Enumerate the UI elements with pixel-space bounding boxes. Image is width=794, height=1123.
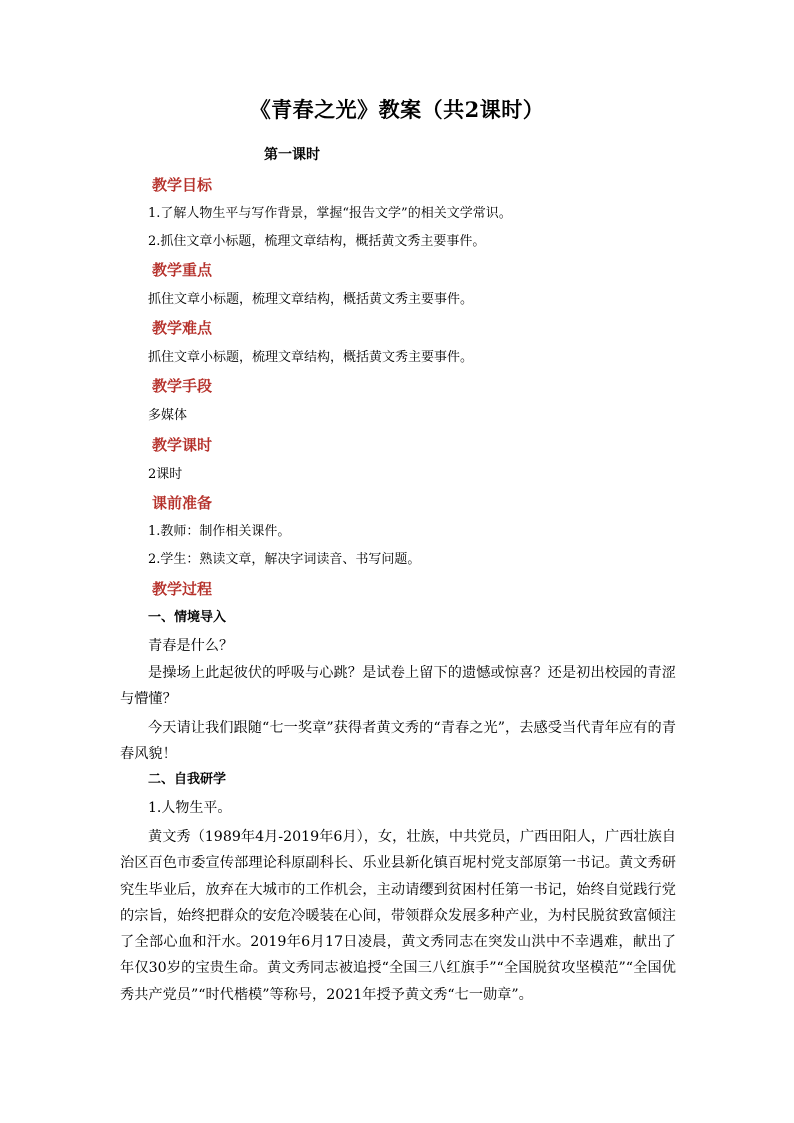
step1-title: 一、情境导入 — [148, 610, 227, 625]
prep-item-2: 2.学生：熟读文章，解决字词读音、书写问题。 — [148, 552, 421, 567]
step1-question: 青春是什么？ — [148, 638, 234, 654]
step2-title: 二、自我研学 — [148, 772, 227, 787]
means-text: 多媒体 — [148, 408, 188, 423]
prep-heading: 课前准备 — [152, 494, 213, 512]
step1-paragraph-1: 是操场上此起彼伏的呼吸与心跳？是试卷上留下的遗憾或惊喜？还是初出校园的青涩与懵懂？ — [120, 665, 676, 708]
step2-biography: 黄文秀（1989年4月-2019年6月），女，壮族，中共党员，广西田阳人，广西壮族自治区百色市委宣传部理论科原副科长、乐业县新化镇百坭村党支部原第一书记。黄文秀研究生毕业后，放弃在大城市的工作机会，主动请缨到贫困村任第一书记，始终自觉践行党的宗旨，始终把群众的安危冷暖装在心间，带领群众发展多种产业，为村民脱贫致富倾注了全部心血和汗水。2019年6月17日凌晨，黄文秀同志在突发山洪中不幸遇难，献出了年仅30岁的宝贵生命。黄文秀同志被追授“全国三八红旗手”“全国脱贫攻坚模范”“全国优秀共产党员”“时代楷模”等称号，2021年授予黄文秀“七一勋章”。 — [120, 829, 676, 1003]
key-heading: 教学重点 — [152, 261, 213, 279]
hours-heading: 教学课时 — [152, 436, 213, 454]
goal-item-1: 1.了解人物生平与写作背景，掌握“报告文学”的相关文学常识。 — [148, 206, 512, 221]
means-heading: 教学手段 — [152, 377, 213, 395]
hours-text: 2课时 — [148, 467, 183, 482]
goals-heading: 教学目标 — [152, 176, 213, 194]
step1-paragraph-2: 今天请让我们跟随“七一奖章”获得者黄文秀的“青春之光”，去感受当代青年应有的青春风貌！ — [120, 720, 676, 763]
step2-item: 1.人物生平。 — [148, 800, 232, 816]
key-text: 抓住文章小标题，梳理文章结构，概括黄文秀主要事件。 — [148, 292, 474, 307]
lesson-label: 第一课时 — [264, 147, 320, 163]
document-title: 《青春之光》教案（共2课时） — [249, 97, 545, 122]
difficulty-heading: 教学难点 — [152, 319, 213, 337]
difficulty-text: 抓住文章小标题，梳理文章结构，概括黄文秀主要事件。 — [148, 350, 474, 365]
process-heading: 教学过程 — [152, 580, 213, 598]
goal-item-2: 2.抓住文章小标题，梳理文章结构，概括黄文秀主要事件。 — [148, 234, 486, 249]
prep-item-1: 1.教师：制作相关课件。 — [148, 524, 291, 539]
